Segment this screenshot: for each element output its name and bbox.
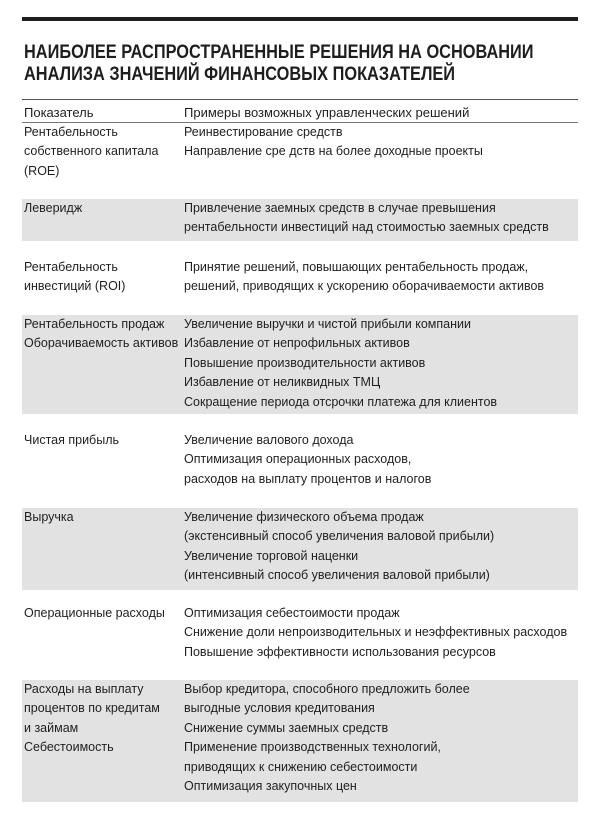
action-text: приводящих к снижению себестоимости (184, 759, 418, 774)
table-row-sales-profitability (22, 315, 578, 414)
indicator-cell (24, 123, 180, 181)
action-text: Увеличение выручки и чистой прибыли компании (184, 317, 471, 331)
action-text: Применение производственных технологий, (184, 740, 441, 755)
action-text: Привлечение заемных средств в случае превышения (184, 201, 496, 215)
indicator-cell (24, 680, 180, 758)
action-text: Избавление от непрофильных активов (184, 336, 410, 351)
actions-cell (184, 604, 576, 662)
header-rule (22, 99, 578, 100)
column-header-actions: Примеры возможных управленческих решений (184, 105, 470, 120)
indicator-text: Чистая прибыль (24, 433, 119, 447)
title-line-2: АНАЛИЗА ЗНАЧЕНИЙ ФИНАНСОВЫХ ПОКАЗАТЕЛЕЙ (24, 64, 456, 85)
action-text: Оптимизация операционных расходов, (184, 452, 412, 467)
indicator-text: Операционные расходы (24, 606, 165, 620)
action-text: решений, приводящих к ускорению оборачиваемости активов (184, 279, 545, 294)
actions-cell (184, 315, 576, 412)
action-text: Оптимизация закупочных цен (184, 779, 357, 794)
action-text: выгодные условия кредитования (184, 701, 375, 716)
action-text: (интенсивный способ увеличения валовой прибыли) (184, 568, 490, 583)
table-row-revenue (22, 508, 578, 590)
indicator-text: Оборачиваемость активов (24, 336, 179, 351)
action-text: Направление сре дств на более доходные проекты (184, 144, 483, 159)
action-text: Увеличение торговой наценки (184, 548, 359, 563)
action-text: Повышение производительности активов (184, 355, 426, 370)
title-line-1: НАИБОЛЕЕ РАСПРОСТРАНЕННЫЕ РЕШЕНИЯ НА ОСНОВАНИИ (24, 42, 534, 63)
indicator-text: собственного капитала (24, 144, 159, 159)
table-row-roi (22, 258, 578, 302)
actions-cell (184, 123, 576, 162)
indicator-text: инвестиций (ROI) (24, 279, 126, 294)
action-text: Сокращение периода отсрочки платежа для клиентов (184, 394, 498, 409)
table-row-roe (22, 123, 578, 193)
indicator-text: и займам (24, 720, 79, 735)
indicator-text: (ROE) (24, 163, 60, 178)
action-text: Оптимизация себестоимости продаж (184, 606, 400, 620)
actions-cell (184, 508, 576, 586)
action-text: расходов на выплату процентов и налогов (184, 471, 432, 486)
action-text: Повышение эффективности использования ресурсов (184, 644, 496, 659)
column-header-indicator: Показатель (24, 105, 94, 120)
action-text: Снижение доли непроизводительных и неэффективных расходов (184, 625, 568, 640)
actions-cell (184, 199, 576, 238)
indicator-text: Расходы на выплату (24, 682, 144, 696)
actions-cell (184, 258, 576, 297)
indicator-text: Рентабельность продаж (24, 317, 165, 331)
action-text: Снижение суммы заемных средств (184, 720, 389, 735)
action-text: (экстенсивный способ увеличения валовой прибыли) (184, 529, 495, 544)
table-row-leverage (22, 199, 578, 241)
indicator-text: Рентабельность (24, 125, 118, 139)
indicator-text: Себестоимость (24, 740, 114, 755)
indicator-cell (24, 199, 180, 218)
indicator-cell (24, 604, 180, 623)
table-row-net-profit (22, 431, 578, 494)
indicator-text: Левеpидж (24, 201, 83, 215)
indicator-text: Выручка (24, 510, 74, 524)
table-header (22, 104, 578, 122)
indicator-cell (24, 431, 180, 450)
action-text: Избавление от неликвидных ТМЦ (184, 375, 381, 390)
table-row-interest-cost (22, 680, 578, 802)
indicator-cell (24, 315, 180, 354)
indicator-text: Рентабельность (24, 260, 118, 274)
action-text: Увеличение валового дохода (184, 433, 354, 447)
action-text: Реинвестирование средств (184, 125, 343, 139)
action-text: Увеличение физического объема продаж (184, 510, 424, 524)
top-rule (22, 17, 578, 21)
action-text: Выбор кредитора, способного предложить более (184, 682, 470, 696)
actions-cell (184, 431, 576, 489)
indicator-cell (24, 508, 180, 527)
actions-cell (184, 680, 576, 796)
indicator-text: процентов по кредитам (24, 701, 160, 716)
indicator-cell (24, 258, 180, 297)
action-text: Принятие решений, повышающих рентабельность продаж, (184, 260, 529, 274)
table-row-operating-expenses (22, 604, 578, 666)
action-text: рентабельности инвестиций над стоимостью заемных средств (184, 220, 549, 235)
document-title (24, 42, 534, 86)
